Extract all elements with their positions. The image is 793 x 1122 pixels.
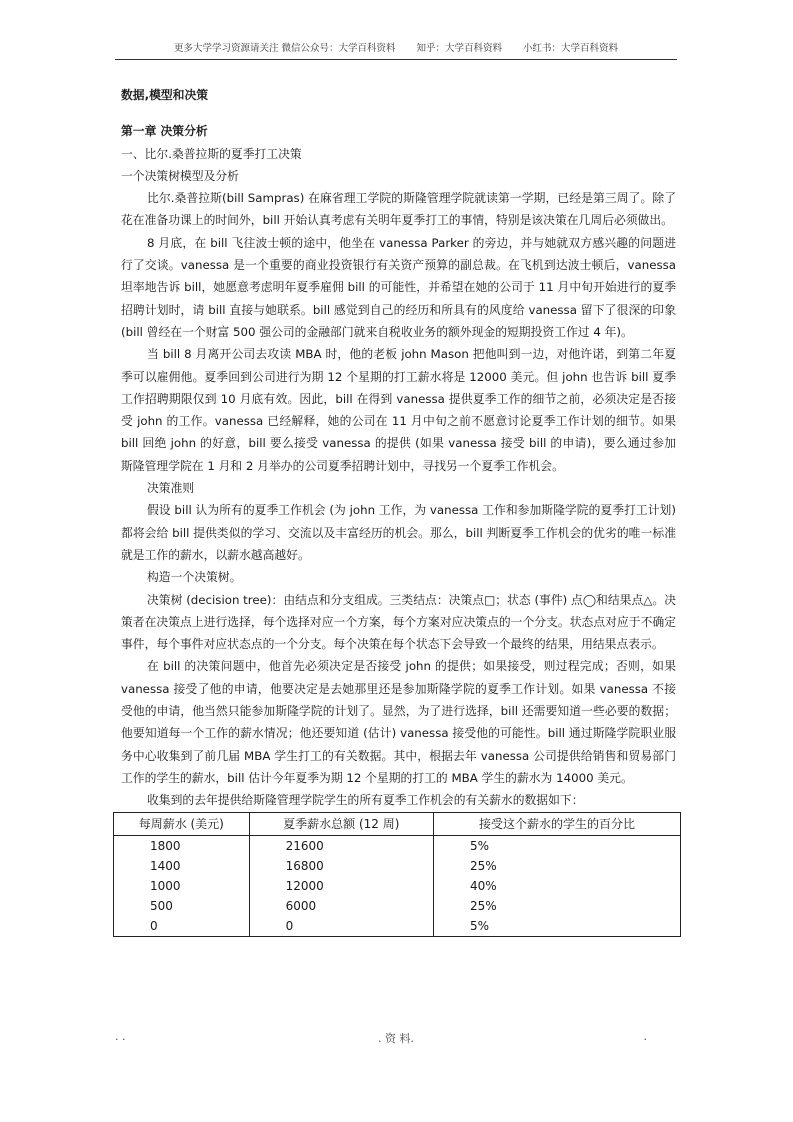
paragraph-build-tree: 构造一个决策树。 — [147, 570, 242, 585]
table-row — [114, 876, 681, 896]
table-row — [114, 835, 681, 856]
table-cell: 21600 — [249, 835, 433, 856]
table-row — [114, 856, 681, 876]
table-cell: 1000 — [114, 876, 250, 896]
footer-right: . — [643, 1030, 647, 1043]
paragraph-intro: 比尔.桑普拉斯(bill Sampras) 在麻省理工学院的斯隆管理学院就读第一学期，已经是第三周了。除了花在准备功课上的时间外，bill 开始认真考虑有关明年夏季打工的事情，特别是该决策在几周后必须做出。 — [121, 191, 676, 228]
col-weekly-salary: 每周薪水 (美元) — [114, 812, 250, 835]
chapter-heading: 第一章 决策分析 — [121, 124, 208, 139]
table-row — [114, 896, 681, 916]
header-xiaohongshu: 小红书：大学百科资料 — [523, 43, 619, 54]
paragraph-bill-problem: 在 bill 的决策问题中，他首先必须决定是否接受 john 的提供；如果接受，则过程完成；否则，如果 vanessa 接受了他的申请，他要决定是去她那里还是参加斯隆学院的夏季工作计划。如果 vanessa 不接受他的申请，他当然只能参加斯隆学院的计划了。显然，为了进行选择，bill 还需要知道一些必要的数据；他要知道每一个工作的薪水情况；他还要知道 (估计) vanessa 接受他的可能性。bill 通过斯隆学院职业服务中心收集到了前几届 MBA 学生打工的有关数据。其中，根据去年 vanessa 公司提供给销售和贸易部门工作的学生的薪水，bill 估计今年夏季为期 12 个星期的打工的 MBA 学生的薪水为 14000 美元。 — [121, 659, 676, 785]
header-divider — [115, 59, 677, 60]
paragraph-decision-tree-definition: 决策树 (decision tree)：由结点和分支组成。三类结点：决策点□；状态 (事件) 点◯和结果点△。决策者在决策点上进行选择，每个选择对应一个方案，每个方案对应决策点的一个分支。状态点对应于不确定事件，每个事件对应状态点的一个分支。每个决策在每个状态下会导致一个最终的结果，用结果点表示。 — [121, 592, 676, 652]
criteria-heading: 决策准则 — [147, 481, 195, 496]
table-cell: 5% — [434, 835, 681, 856]
document-body — [121, 80, 676, 937]
table-cell: 500 — [114, 896, 250, 916]
table-cell: 25% — [434, 856, 681, 876]
table-cell: 0 — [249, 916, 433, 937]
table-cell: 6000 — [249, 896, 433, 916]
table-cell: 12000 — [249, 876, 433, 896]
paragraph-criteria: 假设 bill 认为所有的夏季工作机会 (为 john 工作，为 vanessa 工作和参加斯隆学院的夏季打工计划) 都将会给 bill 提供类似的学习、交流以及丰富经历的机会。那么，bill 判断夏季工作机会的优劣的唯一标准就是工作的薪水，以薪水越高越好。 — [121, 503, 676, 562]
paragraph-table-intro: 收集到的去年提供给斯隆管理学院学生的所有夏季工作机会的有关薪水的数据如下： — [147, 793, 584, 808]
paragraph-john: 当 bill 8 月离开公司去攻读 MBA 时，他的老板 john Mason 把他叫到一边，对他许诺，到第二年夏季可以雇佣他。夏季回到公司进行为期 12 个星期的打工薪水将是 12000 美元。但 john 也告诉 bill 夏季工作招聘期限仅到 10 月底有效。因此，bill 在得到 vanessa 提供夏季工作的细节之前，必须决定是否接受 john 的工作。vanessa 已经解释，她的公司在 11 月中旬之前不愿意讨论夏季工作计划的细节。如果 bill 回绝 john 的好意，bill 要么接受 vanessa 的提供 (如果 vanessa 接受 bill 的申请)，要么通过参加斯隆管理学院在 1 月和 2 月举办的公司夏季招聘计划中，寻找另一个夏季工作机会。 — [121, 347, 676, 473]
table-cell: 16800 — [249, 856, 433, 876]
document-title: 数据,模型和决策 — [121, 88, 209, 102]
subsection-heading: 一个决策树模型及分析 — [121, 168, 239, 183]
table-header-row — [114, 812, 681, 835]
col-percent-students: 接受这个薪水的学生的百分比 — [434, 812, 681, 835]
table-cell: 1400 — [114, 856, 250, 876]
footer-left: . . — [115, 1030, 126, 1043]
col-summer-total: 夏季薪水总额 (12 周) — [249, 812, 433, 835]
header-zhihu: 知乎：大学百科资料 — [416, 43, 503, 54]
table-row — [114, 916, 681, 937]
table-cell: 25% — [434, 896, 681, 916]
table-cell: 40% — [434, 876, 681, 896]
paragraph-vanessa: 8 月底，在 bill 飞往波士顿的途中，他坐在 vanessa Parker 的旁边，并与她就双方感兴趣的问题进行了交谈。vanessa 是一个重要的商业投资银行有关资产预算的副总裁。在飞机到达波士顿后，vanessa 坦率地告诉 bill，她愿意考虑明年夏季雇佣 bill 的可能性，并希望在她的公司于 11 月中旬开始进行的夏季招聘计划时，请 bill 直接与她联系。bill 感觉到自己的经历和所具有的风度给 vanessa 留下了很深的印象 (bill 曾经在一个财富 500 强公司的金融部门就来自税收业务的额外现金的短期投资工作过 4 年)。 — [121, 235, 676, 339]
section-heading: 一、比尔.桑普拉斯的夏季打工决策 — [121, 146, 302, 161]
header-wechat: 更多大学学习资源请关注 微信公众号：大学百科资料 — [173, 43, 396, 54]
table-cell: 0 — [114, 916, 250, 937]
footer-center: . 资 料. — [378, 1032, 414, 1045]
salary-table — [113, 812, 681, 937]
page-header — [115, 40, 677, 54]
table-cell: 1800 — [114, 835, 250, 856]
table-cell: 5% — [434, 916, 681, 937]
